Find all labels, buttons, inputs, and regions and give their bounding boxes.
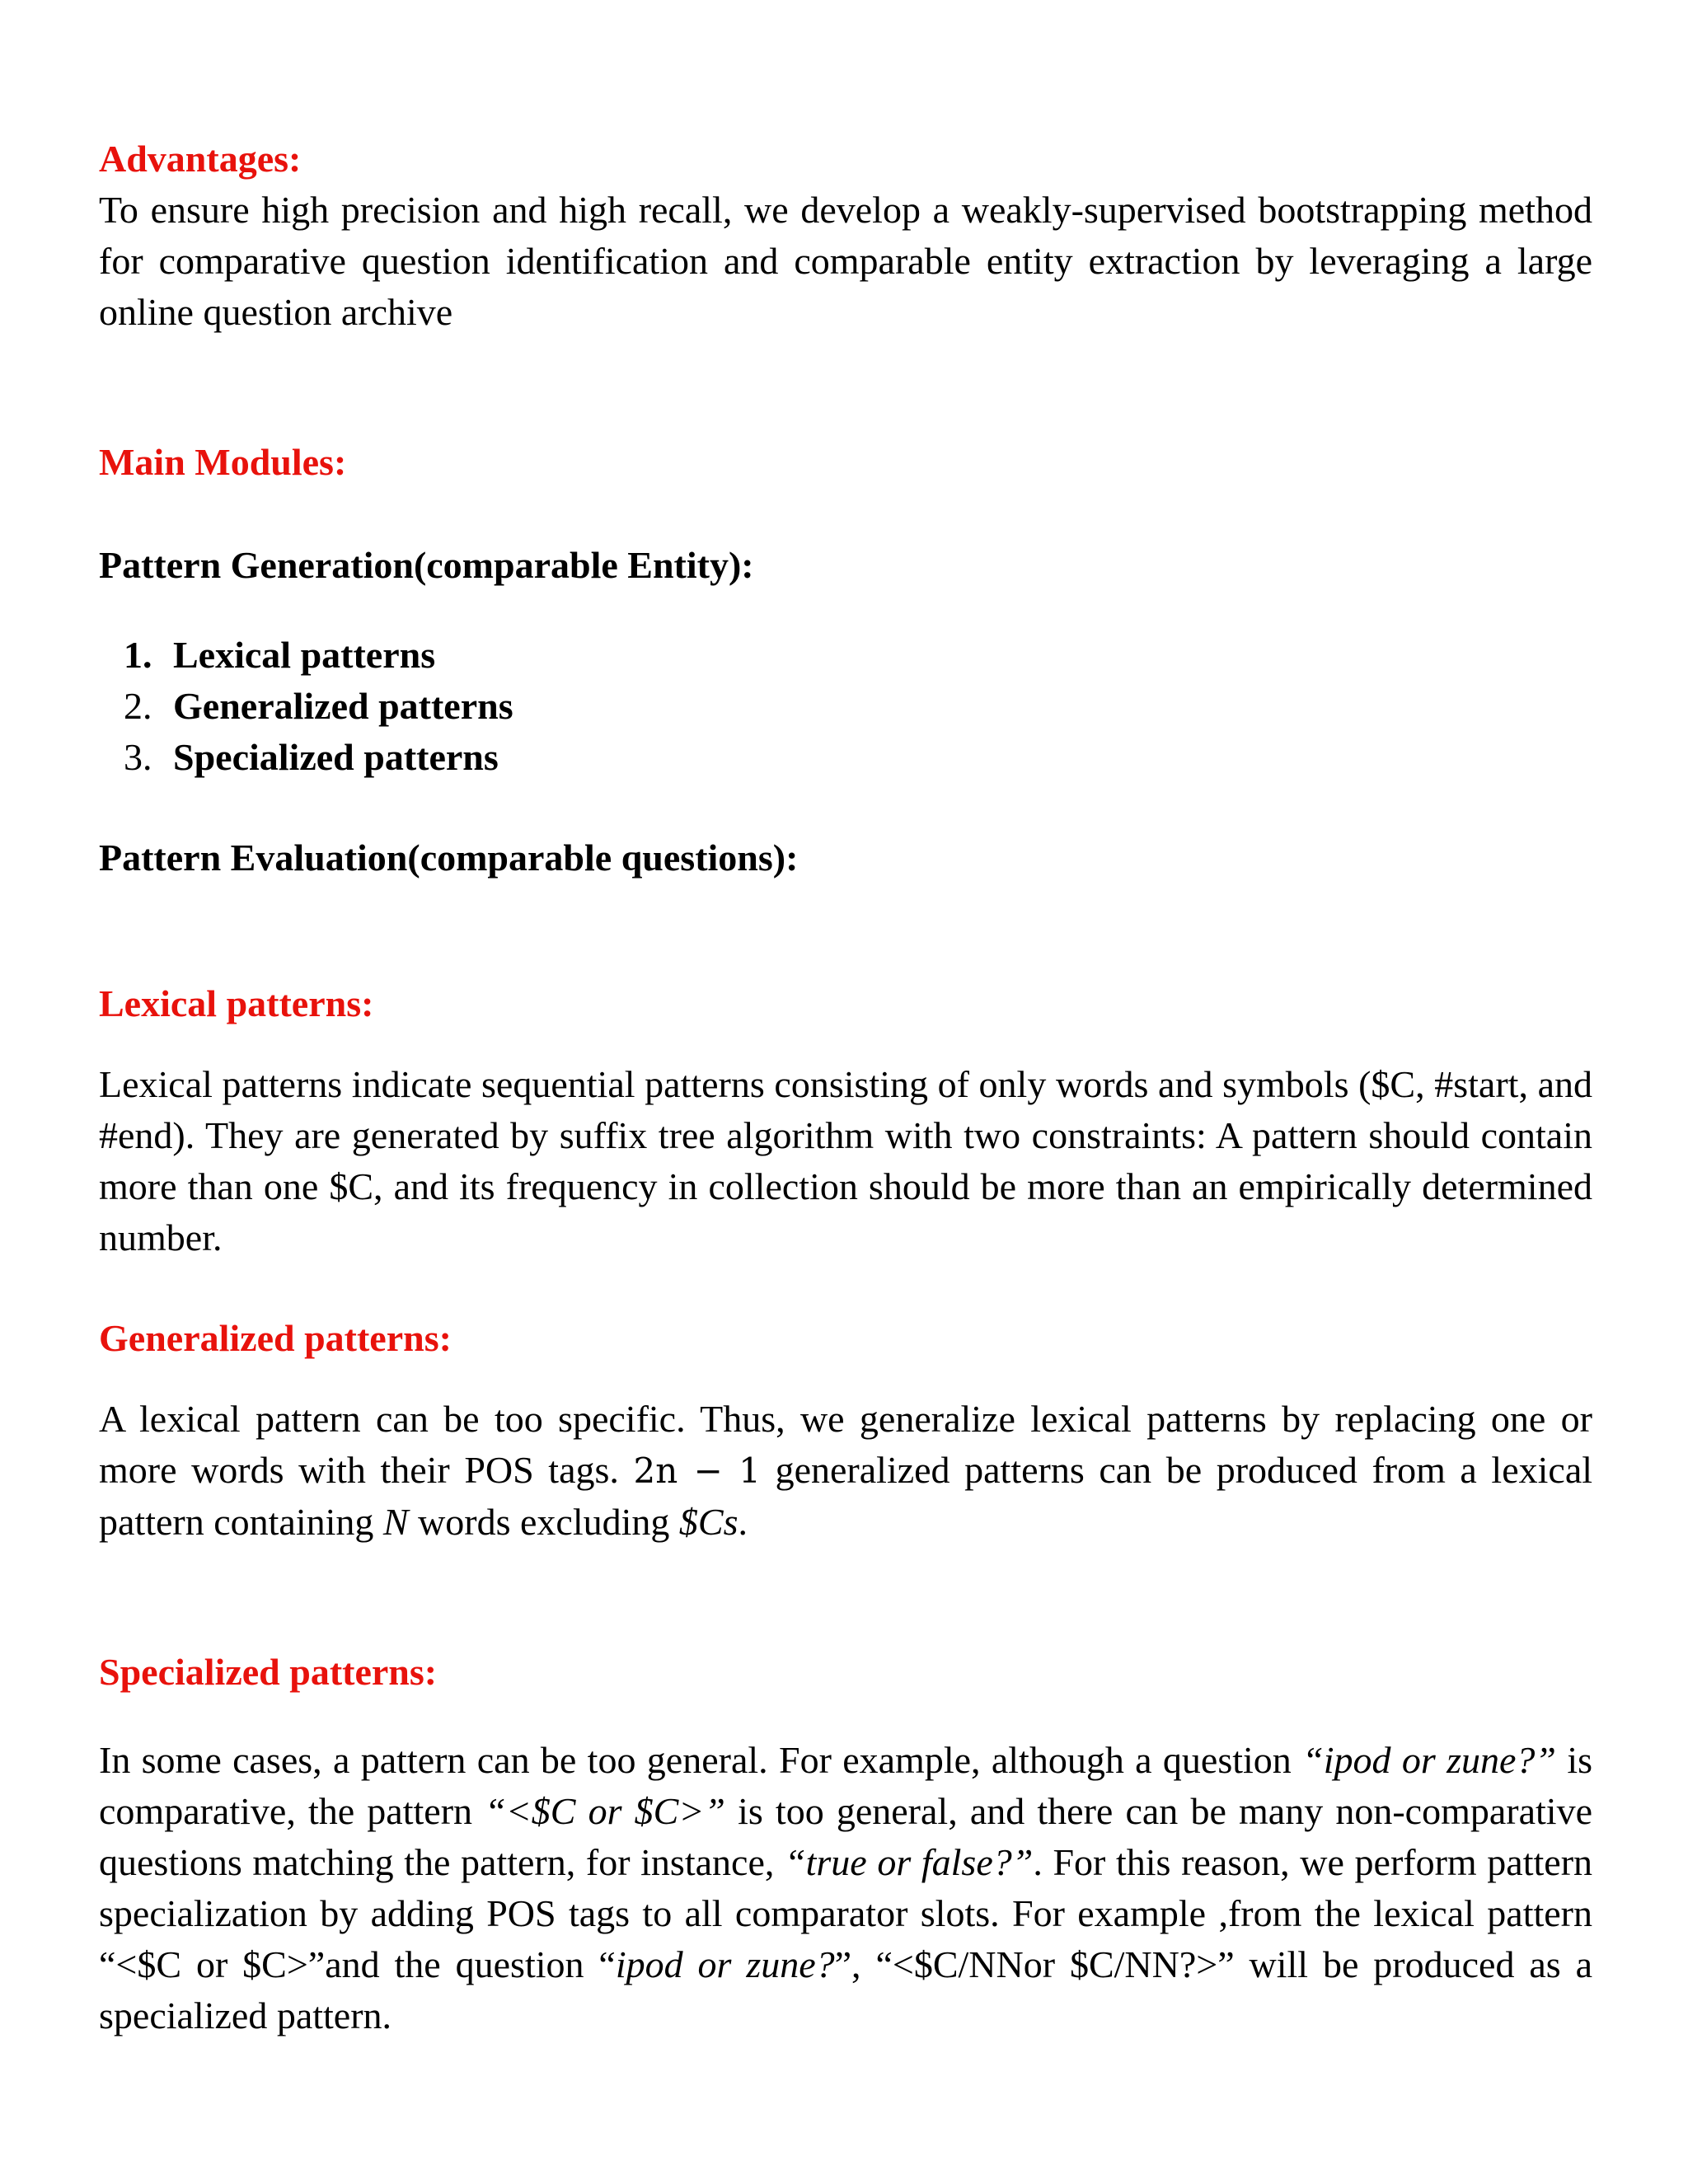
pattern-generation-heading: Pattern Generation(comparable Entity):: [99, 544, 754, 586]
formula-2n-minus-1: 2n − 1: [633, 1451, 762, 1491]
example-question-true-false: “true or false?”: [785, 1841, 1034, 1883]
specialized-patterns-paragraph: In some cases, a pattern can be too general. For example, although a question “ipod or zune?” is comparative, the pattern “<$C or $C>” is too general, and there can be many non-comparative questions matching the pattern, for instance, “true or false?”. For this reason, we perform pattern specialization by adding POS tags to all comparator slots. For example ,from the lexical pattern “<$C or $C>”and the question “ipod or zune?”, “<$C/NNor $C/NN?>” will be produced as a specialized pattern.: [99, 1739, 1593, 2036]
lexical-patterns-paragraph: Lexical patterns indicate sequential patterns consisting of only words and symbols ($C, #start, and #end). They are generated by suffix tree algorithm with two constraints: A pattern should contain more than one $C, and its frequency in collection should be more than an empirically determined number.: [99, 1063, 1592, 1258]
list-item-label: Specialized patterns: [173, 736, 499, 778]
example-pattern-c-or-c: “<$C or $C>”: [485, 1790, 725, 1832]
example-question-ipod-2: ipod or zune?: [615, 1943, 835, 1985]
pattern-generation-list: [124, 630, 513, 783]
variable-cs: $Cs: [678, 1501, 738, 1543]
specialized-patterns-heading: Specialized patterns:: [99, 1651, 438, 1693]
example-question-ipod: “ipod or zune?”: [1302, 1739, 1556, 1781]
list-item-label: Generalized patterns: [173, 685, 513, 727]
generalized-patterns-paragraph: A lexical pattern can be too specific. Thus, we generalize lexical patterns by replacing one or more words with their POS tags. 2n − 1 generalized patterns can be produced from a lexical pattern containing N words excluding $Cs.: [99, 1398, 1593, 1543]
list-item-number: 2.: [124, 685, 152, 727]
lexical-patterns-heading: Lexical patterns:: [99, 982, 374, 1024]
generalized-patterns-heading: Generalized patterns:: [99, 1317, 452, 1359]
list-item-label: Lexical patterns: [173, 634, 436, 676]
list-item: [124, 681, 513, 732]
advantages-heading: Advantages:: [99, 138, 302, 180]
variable-n: N: [382, 1501, 409, 1543]
list-item: [124, 732, 513, 783]
list-item-number: 3.: [124, 736, 152, 778]
main-modules-heading: Main Modules:: [99, 441, 347, 483]
list-item-number: 1.: [124, 634, 152, 676]
list-item: [124, 630, 513, 681]
pattern-evaluation-heading: Pattern Evaluation(comparable questions):: [99, 837, 799, 879]
advantages-paragraph: To ensure high precision and high recall, we develop a weakly-supervised bootstrapping method for comparative question identification and comparable entity extraction by leveraging a large online question archive: [99, 189, 1592, 333]
